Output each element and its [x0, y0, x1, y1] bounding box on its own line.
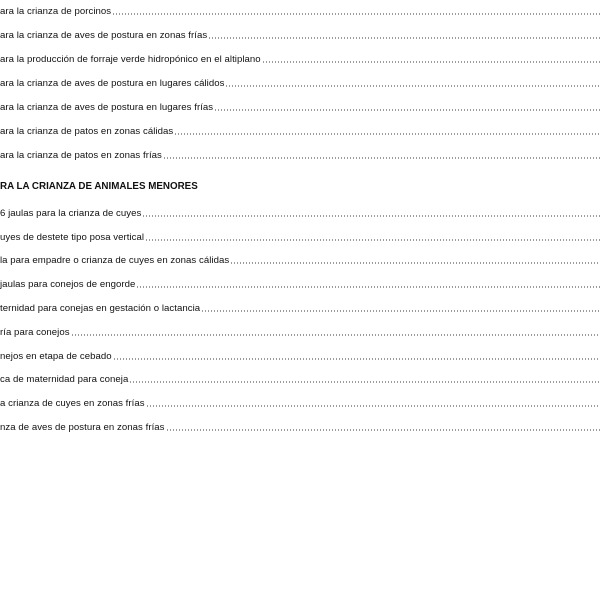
- dot-leader: [201, 309, 600, 313]
- toc-entry[interactable]: [0, 275, 600, 291]
- toc-entry[interactable]: [0, 370, 600, 386]
- toc-entry[interactable]: [0, 347, 600, 363]
- toc-entry-title: ca de maternidad para coneja: [0, 374, 129, 385]
- toc-entry-title: a crianza de cuyes en zonas frías: [0, 398, 145, 409]
- dot-leader: [146, 404, 600, 408]
- toc-entry[interactable]: [0, 74, 600, 90]
- dot-leader: [142, 214, 600, 218]
- toc-entry-title: 6 jaulas para la crianza de cuyes: [0, 208, 142, 219]
- toc-entry-title: ara la crianza de aves de postura en lugares frías: [0, 102, 214, 113]
- toc-entry-title: ternidad para conejas en gestación o lactancia: [0, 303, 201, 314]
- toc-entry[interactable]: [0, 418, 600, 434]
- dot-leader: [166, 428, 600, 432]
- toc-entry-title: ría para conejos: [0, 327, 70, 338]
- toc-entry-title: ara la crianza de aves de postura en lugares cálidos: [0, 78, 225, 89]
- dot-leader: [174, 132, 600, 136]
- toc-entry-title: la para empadre o crianza de cuyes en zonas cálidas: [0, 255, 230, 266]
- toc-entry-title: ara la crianza de patos en zonas frías: [0, 150, 162, 161]
- dot-leader: [145, 238, 600, 242]
- toc-entry-title: uyes de destete tipo posa vertical: [0, 232, 145, 243]
- toc-entry-title: jaulas para conejos de engorde: [0, 279, 136, 290]
- dot-leader: [71, 333, 600, 337]
- dot-leader: [163, 156, 600, 160]
- dot-leader: [129, 380, 600, 384]
- toc-entry[interactable]: [0, 204, 600, 220]
- dot-leader: [262, 60, 600, 64]
- toc-entry[interactable]: [0, 394, 600, 410]
- toc-entry[interactable]: [0, 251, 600, 267]
- toc-entry[interactable]: [0, 323, 600, 339]
- toc-entry-title: ara la crianza de aves de postura en zonas frías: [0, 30, 208, 41]
- dot-leader: [208, 36, 600, 40]
- toc-entry[interactable]: [0, 299, 600, 315]
- dot-leader: [230, 261, 600, 265]
- dot-leader: [113, 357, 600, 361]
- toc-entry[interactable]: [0, 50, 600, 66]
- toc-entry[interactable]: [0, 26, 600, 42]
- dot-leader: [136, 285, 600, 289]
- toc-entry[interactable]: [0, 122, 600, 138]
- section-heading: RA LA CRIANZA DE ANIMALES MENORES: [0, 181, 198, 192]
- toc-entry-title: ara la producción de forraje verde hidropónico en el altiplano: [0, 54, 261, 65]
- toc-entry-title: ara la crianza de porcinos: [0, 6, 112, 17]
- toc-entry-title: ara la crianza de patos en zonas cálidas: [0, 126, 174, 137]
- toc-entry-title: nejos en etapa de cebado: [0, 351, 112, 362]
- dot-leader: [225, 84, 600, 88]
- dot-leader: [112, 12, 600, 16]
- toc-entry[interactable]: [0, 2, 600, 18]
- toc-entry[interactable]: [0, 98, 600, 114]
- toc-entry[interactable]: [0, 228, 600, 244]
- toc-entry-title: nza de aves de postura en zonas frías: [0, 422, 165, 433]
- dot-leader: [214, 108, 600, 112]
- toc-entry[interactable]: [0, 146, 600, 162]
